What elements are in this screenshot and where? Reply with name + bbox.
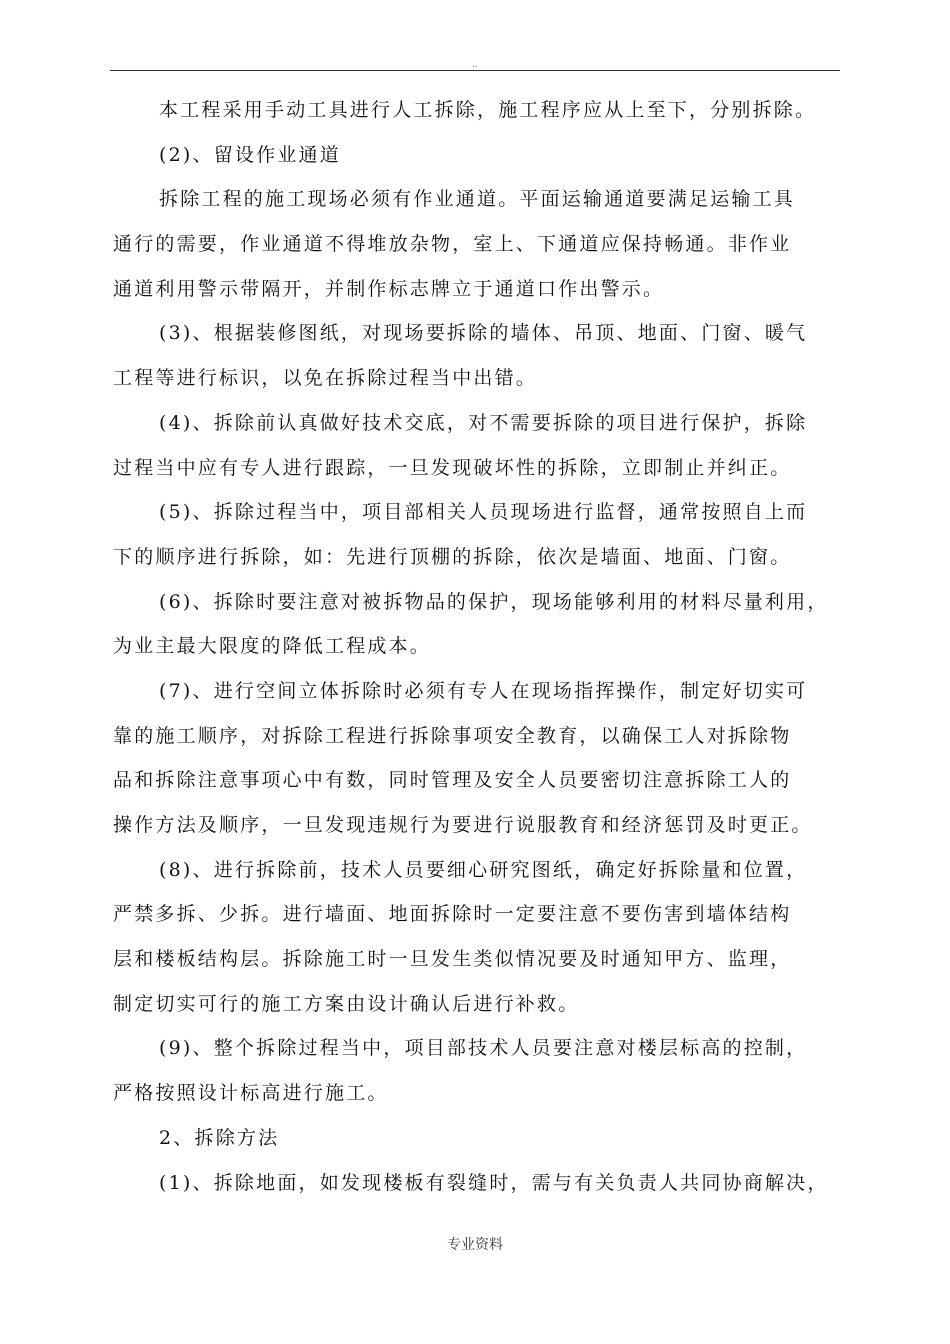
- text-line: 为业主最大限度的降低工程成本。: [113, 635, 432, 658]
- text-line: 严格按照设计标高进行施工。: [113, 1082, 389, 1105]
- text-line: (8)、进行拆除前，技术人员要细心研究图纸，确定好拆除量和位置，: [159, 858, 808, 881]
- text-line: 通道利用警示带隔开，并制作标志牌立于通道口作出警示。: [113, 277, 665, 300]
- text-line: (4)、拆除前认真做好技术交底，对不需要拆除的项目进行保护，拆除: [159, 411, 808, 434]
- text-line: 下的顺序进行拆除，如：先进行顶棚的拆除，依次是墙面、地面、门窗。: [113, 545, 792, 568]
- text-line: 工程等进行标识，以免在拆除过程当中出错。: [113, 367, 538, 390]
- text-line: (9)、整个拆除过程当中，项目部技术人员要注意对楼层标高的控制，: [159, 1037, 808, 1060]
- section-heading: 2、拆除方法: [159, 1126, 280, 1149]
- document-body: [113, 88, 847, 1205]
- text-line: (5)、拆除过程当中，项目部相关人员现场进行监督，通常按照自上而: [159, 501, 808, 524]
- header-mark: ..: [472, 60, 478, 70]
- text-line: 层和楼板结构层。拆除施工时一旦发生类似情况要及时通知甲方、监理，: [113, 948, 792, 971]
- text-line: 制定切实可行的施工方案由设计确认后进行补救。: [113, 992, 580, 1015]
- text-line: 品和拆除注意事项心中有数，同时管理及安全人员要密切注意拆除工人的: [113, 769, 792, 792]
- text-line: (7)、进行空间立体拆除时必须有专人在现场指挥操作，制定好切实可: [159, 679, 808, 702]
- text-line: 本工程采用手动工具进行人工拆除，施工程序应从上至下，分别拆除。: [159, 99, 817, 121]
- section-heading: (2)、留设作业通道: [159, 143, 341, 166]
- text-line: 严禁多拆、少拆。进行墙面、地面拆除时一定要注意不要伤害到墙体结构: [113, 903, 792, 926]
- text-line: (1)、拆除地面，如发现楼板有裂缝时，需与有关负责人共同协商解决，: [159, 1171, 829, 1194]
- header-rule: [110, 70, 840, 71]
- text-line: 操作方法及顺序，一旦发现违规行为要进行说服教育和经济惩罚及时更正。: [113, 814, 813, 836]
- text-line: 靠的施工顺序，对拆除工程进行拆除事项安全教育，以确保工人对拆除物: [113, 724, 792, 747]
- text-line: 过程当中应有专人进行跟踪，一旦发现破坏性的拆除，立即制止并纠正。: [113, 456, 792, 479]
- text-line: 拆除工程的施工现场必须有作业通道。平面运输通道要满足运输工具: [159, 188, 796, 211]
- text-line: (3)、根据装修图纸，对现场要拆除的墙体、吊顶、地面、门窗、暖气: [159, 322, 808, 345]
- text-line: 通行的需要，作业通道不得堆放杂物，室上、下通道应保持畅通。非作业: [113, 233, 792, 256]
- page-footer: 专业资料: [447, 1237, 503, 1253]
- text-line: (6)、拆除时要注意对被拆物品的保护，现场能够利用的材料尽量利用，: [159, 590, 829, 613]
